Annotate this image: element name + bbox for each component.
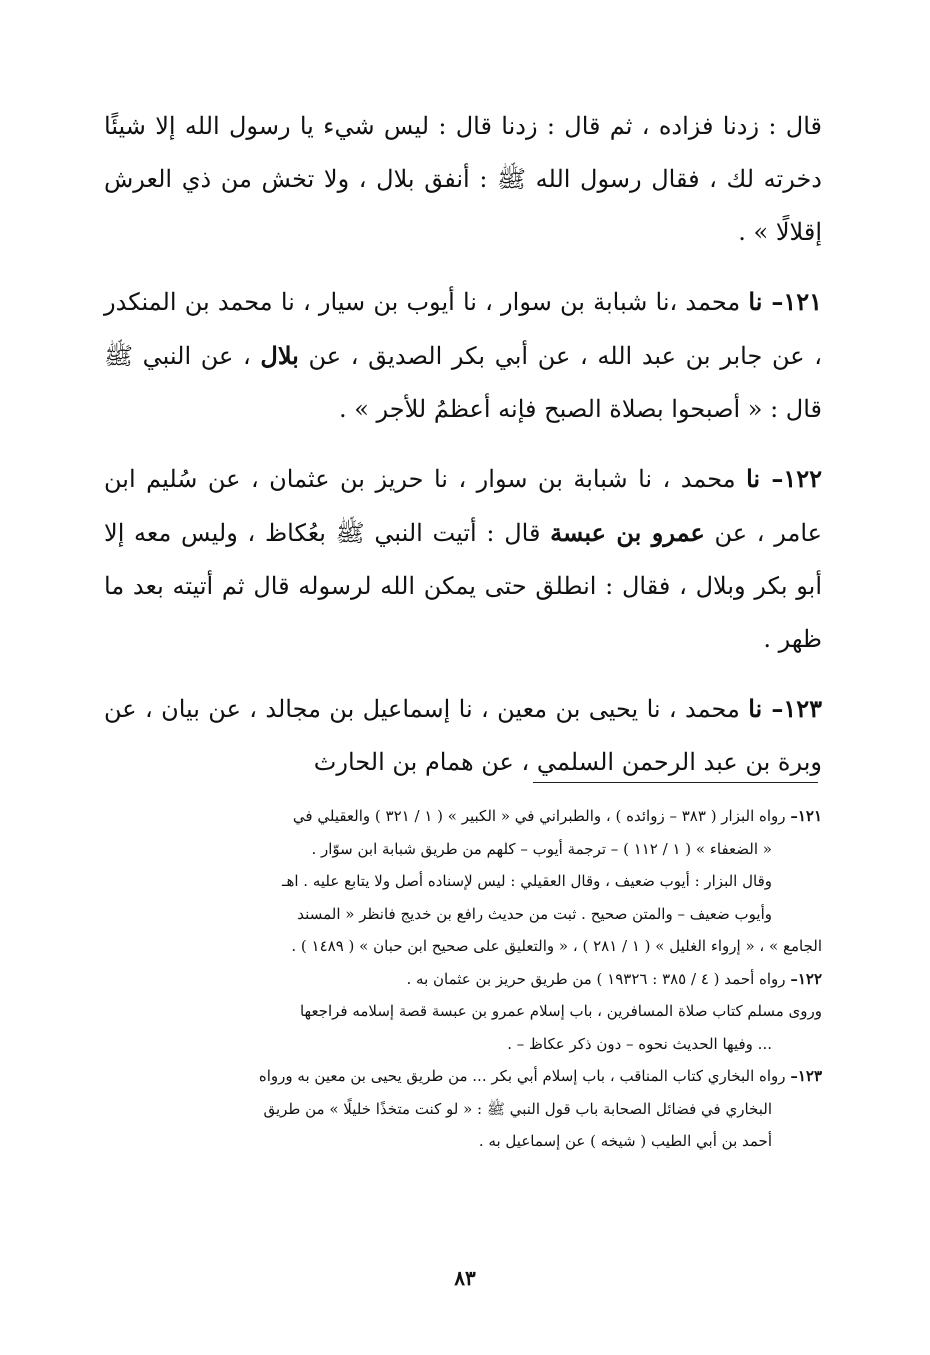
hadith-number: ١٢٣– نا xyxy=(748,694,822,723)
footnote-text: رواه البزار ( ٣٨٣ – زوائده ) ، والطبراني في « الكبير » ( ١ / ٣٢١ ) والعقيلي في xyxy=(292,807,786,825)
footnote-number: ١٢٣– xyxy=(790,1067,822,1085)
footnote-line xyxy=(104,898,822,931)
main-text xyxy=(104,100,822,805)
footnote-line xyxy=(104,963,822,996)
page-number: ٨٣ xyxy=(454,1266,476,1290)
hadith-121 xyxy=(104,275,822,436)
footnote-line xyxy=(104,995,822,1028)
footnote-line xyxy=(104,1093,822,1126)
footnote-line xyxy=(104,930,822,963)
hadith-123 xyxy=(104,682,822,789)
footnote-text: وأيوب ضعيف – والمتن صحيح . ثبت من حديث رافع بن خديج فانظر « المسند xyxy=(297,904,772,923)
footnotes xyxy=(104,800,822,1158)
narrator-name: عمرو بن عبسة xyxy=(550,518,705,547)
paragraph-continuation xyxy=(104,100,822,259)
hadith-number: ١٢٢– نا xyxy=(746,464,822,493)
footnote-line xyxy=(104,800,822,833)
footnote-text: وقال البزار : أيوب ضعيف ، وقال العقيلي : ليس لإسناده أصل ولا يتابع عليه . اهـ xyxy=(282,872,772,890)
footnote-text: أحمد بن أبي الطيب ( شيخه ) عن إسماعيل به . xyxy=(478,1132,772,1150)
hadith-number: ١٢١– نا xyxy=(748,287,822,316)
footnote-line xyxy=(104,1125,822,1158)
hadith-text: ، عن النبي ﷺ قال : « أصبحوا بصلاة الصبح فإنه أعظمُ للأجر » . xyxy=(104,342,822,423)
footnote-text: رواه أحمد ( ٤ / ٣٨٥ : ١٩٣٢٦ ) من طريق حريز بن عثمان به . xyxy=(406,969,786,988)
hadith-text: قال : أتيت النبي ﷺ بعُكاظ ، وليس معه إلا أبو بكر وبلال ، فقال : انطلق حتى يمكن الله لرسوله قال ثم أتيته بعد ما ظهر . xyxy=(104,519,822,653)
footnote-line xyxy=(104,1028,822,1061)
footnote-text: الجامع » ، « إرواء الغليل » ( ١ / ٢٨١ ) ، « والتعليق على صحيح ابن حبان » ( ١٤٨٩ ) . xyxy=(291,937,822,955)
footnote-text: البخاري في فضائل الصحابة باب قول النبي ﷺ : « لو كنت متخذًا خليلًا » من طريق xyxy=(263,1099,772,1118)
footnote-line xyxy=(104,833,822,866)
footnote-text: ... وفيها الحديث نحوه – دون ذكر عكاظ – . xyxy=(507,1034,772,1053)
footnote-line xyxy=(104,865,822,898)
hadith-chain: محمد ، نا شبابة بن سوار ، نا حريز بن عثمان ، عن سُليم ابن عامر ، عن xyxy=(104,465,822,547)
footnote-divider xyxy=(533,782,818,783)
footnote-text: رواه البخاري كتاب المناقب ، باب إسلام أبي بكر ... من طريق يحيى بن معين به ورواه xyxy=(258,1067,786,1085)
footnote-line xyxy=(104,1060,822,1093)
footnote-number: ١٢١– xyxy=(790,807,822,825)
narrator-name: بلال xyxy=(260,341,299,370)
footnote-text: « الضعفاء » ( ١ / ١١٢ ) – ترجمة أيوب – كلهم من طريق شبابة ابن سوّار . xyxy=(311,839,772,858)
hadith-chain: محمد ، نا يحيى بن معين ، نا إسماعيل بن مجالد ، عن بيان ، عن وبرة بن عبد الرحمن السلمي ، عن همام بن الحارث xyxy=(104,695,822,776)
footnote-text: وروى مسلم كتاب صلاة المسافرين ، باب إسلام عمرو بن عبسة قصة إسلامه فراجعها xyxy=(299,1002,822,1020)
paragraph-body: قال : زدنا فزاده ، ثم قال : زدنا قال : ليس شيء يا رسول الله إلا شيئًا دخرته لك ، فقال رسول الله ﷺ : أنفق بلال ، ولا تخش من ذي العرش إقلالًا » . xyxy=(104,112,822,246)
footnote-number: ١٢٢– xyxy=(790,969,822,988)
hadith-122 xyxy=(104,452,822,666)
hadith-chain: محمد ،نا شبابة بن سوار ، نا أيوب بن سيار ، نا محمد بن المنكدر ، عن جابر بن عبد الله ، عن أبي بكر الصديق ، عن xyxy=(104,288,822,370)
